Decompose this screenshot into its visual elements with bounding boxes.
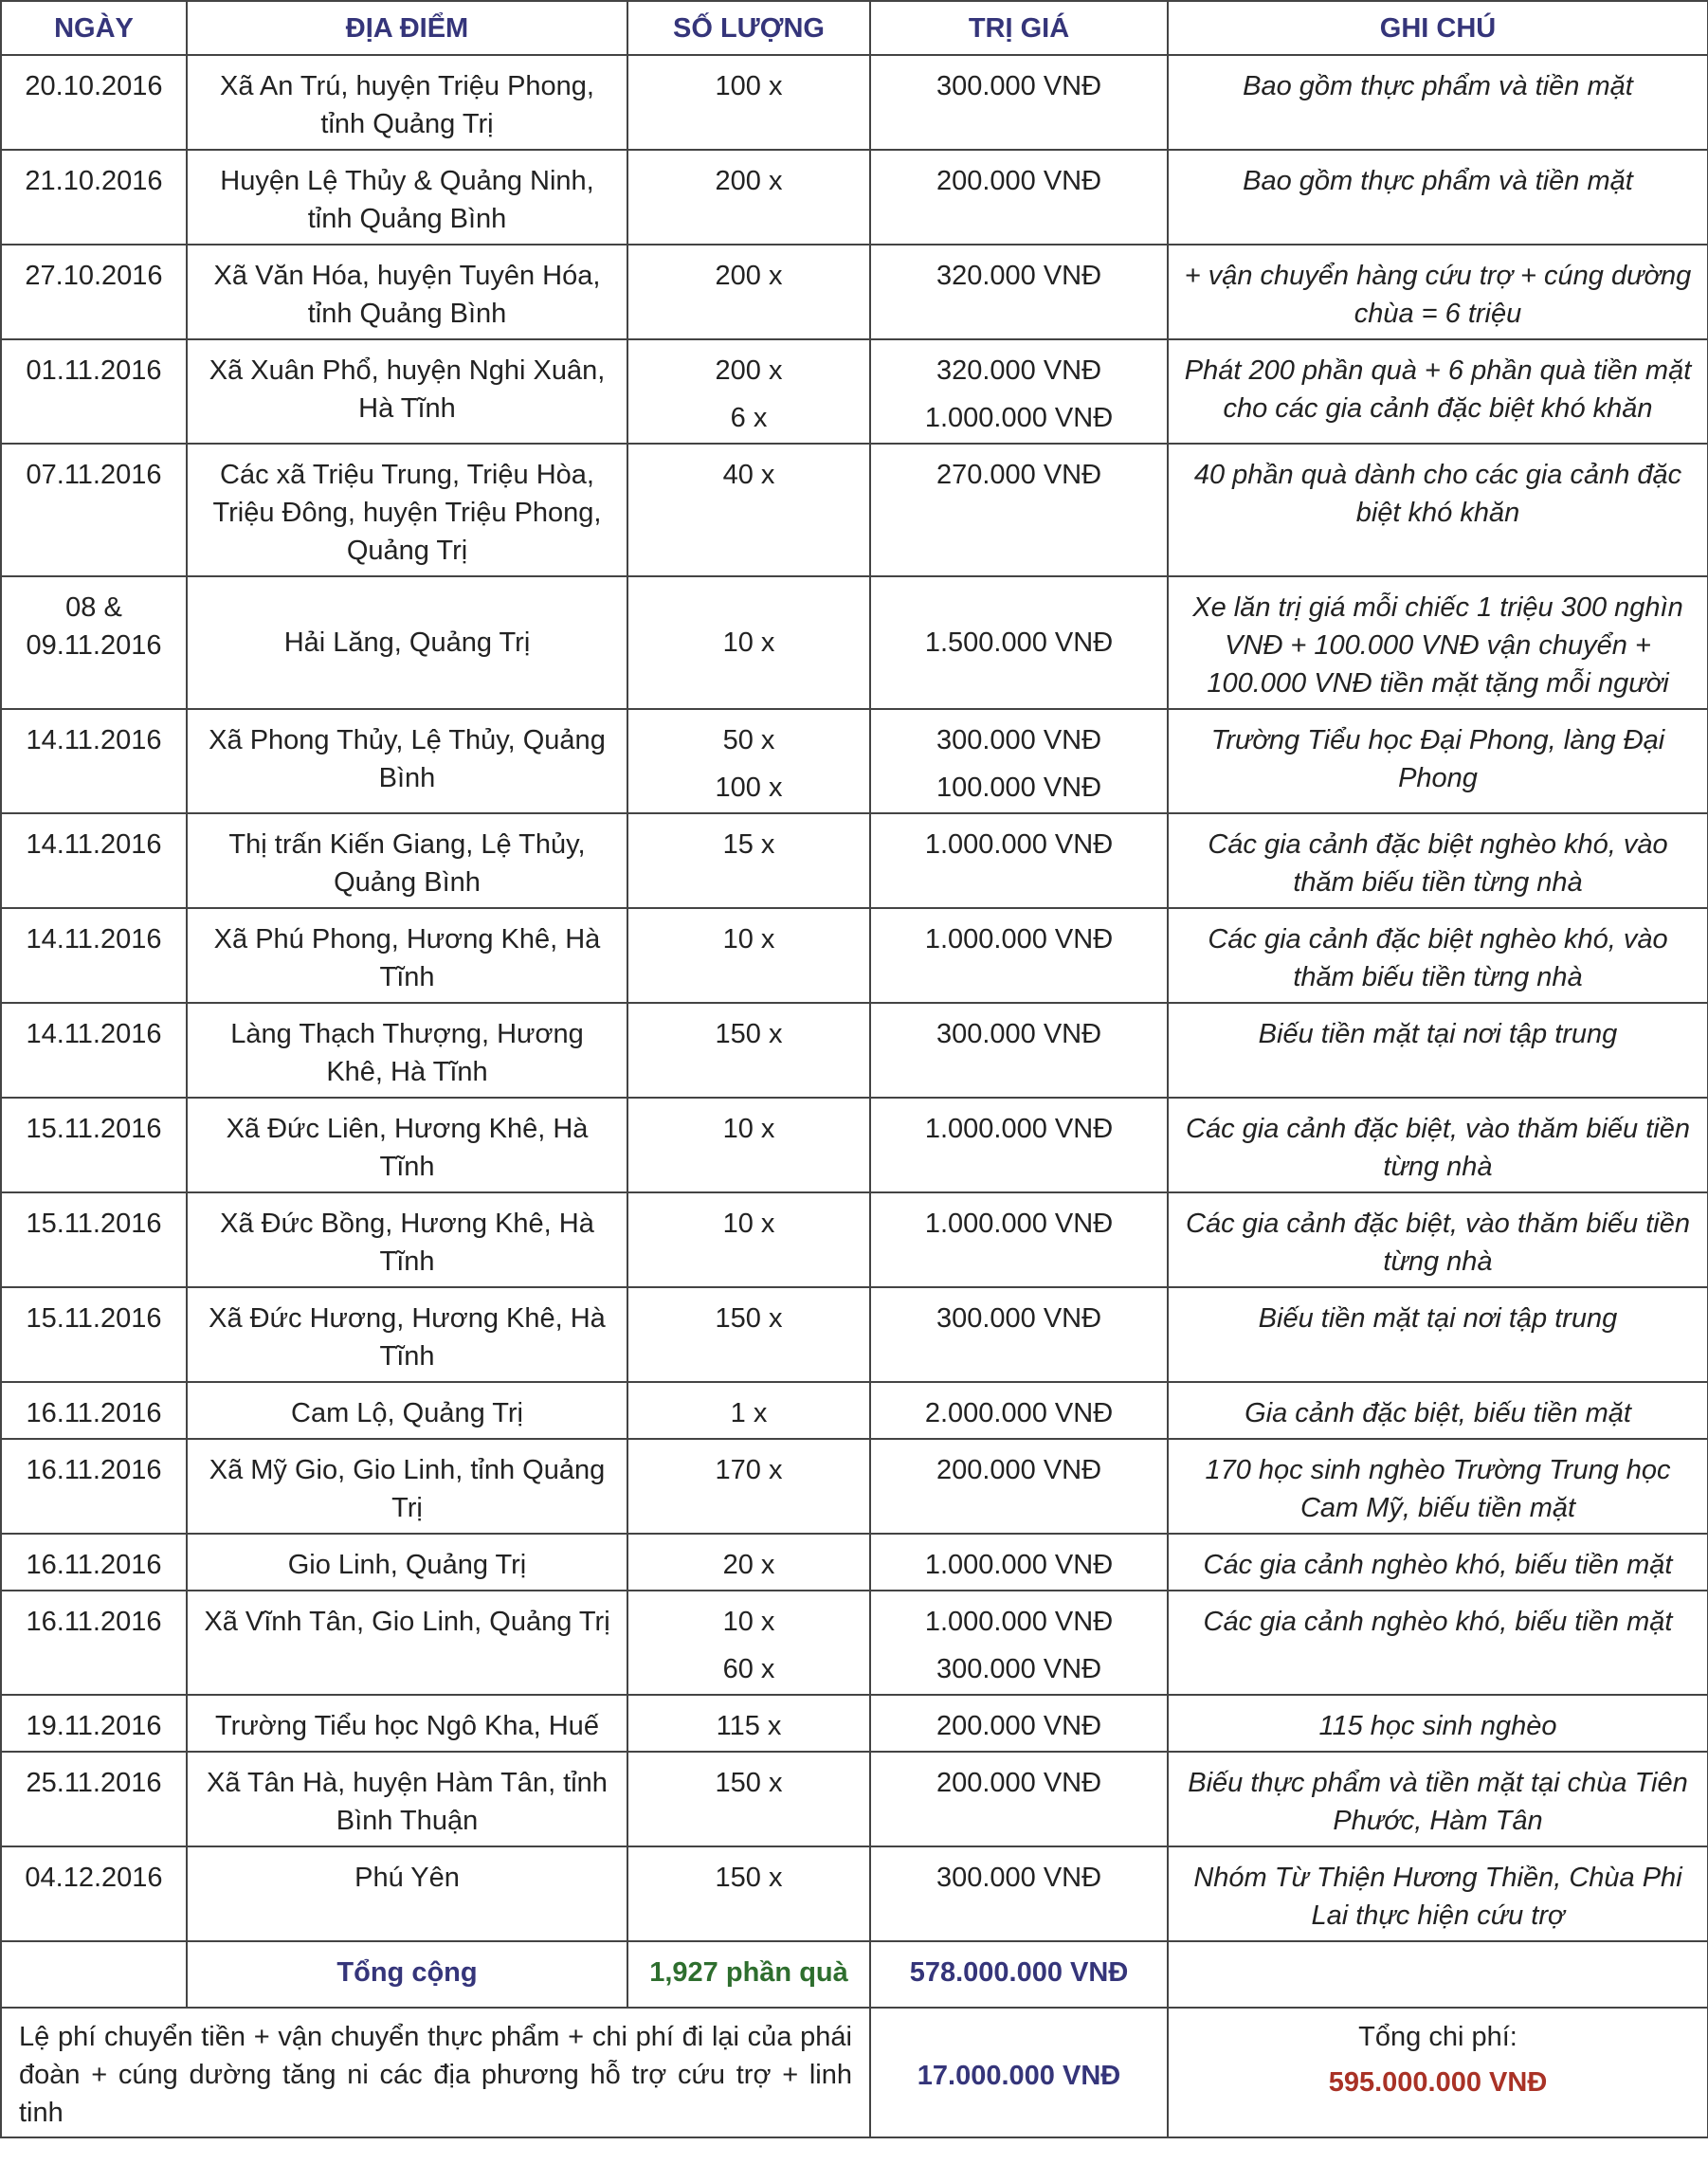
table-row: [1, 55, 1708, 150]
quantity-cell: [627, 576, 870, 709]
row-date: 04.12.2016: [25, 1863, 163, 1893]
total-label: Tổng cộng: [336, 1957, 478, 1988]
row-place: Huyện Lệ Thủy & Quảng Ninh, tỉnh Quảng Bình: [220, 166, 594, 234]
row-date: 14.11.2016: [26, 1019, 162, 1049]
quantity-cell: [627, 444, 870, 576]
row-note: 40 phần quà dành cho các gia cảnh đặc biệt khó khăn: [1193, 460, 1682, 528]
table-body: [1, 55, 1708, 1941]
row-note: Các gia cảnh đặc biệt nghèo khó, vào thăm biếu tiền từng nhà: [1208, 829, 1668, 898]
place-cell: [187, 709, 627, 813]
row-note: Gia cảnh đặc biệt, biếu tiền mặt: [1245, 1398, 1631, 1428]
row-place: Gio Linh, Quảng Trị: [287, 1550, 527, 1580]
place-cell: [187, 1098, 627, 1192]
value-line: 1.000.000 VNĐ: [924, 1607, 1114, 1637]
row-value: [871, 1193, 1167, 1243]
row-date: 16.11.2016: [26, 1398, 162, 1428]
fees-text-cell: [1, 2008, 870, 2137]
header-row: [1, 1, 1708, 55]
place-cell: [187, 1287, 627, 1382]
row-date: 27.10.2016: [25, 261, 163, 291]
row-note: Phát 200 phần quà + 6 phần quà tiền mặt cho các gia cảnh đặc biệt khó khăn: [1184, 355, 1692, 424]
value-cell: [870, 245, 1168, 339]
table-row: [1, 813, 1708, 908]
quantity-line: 200 x: [715, 261, 783, 291]
value-cell: [870, 1695, 1168, 1752]
value-cell: [870, 709, 1168, 813]
date-cell: [1, 339, 187, 444]
quantity-cell: [627, 1591, 870, 1695]
row-quantity: [628, 1535, 869, 1584]
value-line: 300.000 VNĐ: [936, 725, 1102, 755]
fees-description: Lệ phí chuyển tiền + vận chuyển thực phẩm + chi phí đi lại của phái đoàn + cúng dường tăng ni các địa phương hỗ trợ cứu trợ + linh tinh: [19, 2022, 852, 2128]
table-row: [1, 339, 1708, 444]
row-value: [871, 56, 1167, 105]
row-place: Xã Phong Thủy, Lệ Thủy, Quảng Bình: [209, 725, 606, 793]
row-date: 15.11.2016: [26, 1114, 162, 1144]
value-cell: [870, 55, 1168, 150]
value-line: 300.000 VNĐ: [936, 1863, 1102, 1893]
row-place: Xã Xuân Phổ, huyện Nghi Xuân, Hà Tĩnh: [209, 355, 606, 424]
value-line: 200.000 VNĐ: [936, 166, 1102, 196]
row-note: Các gia cảnh đặc biệt nghèo khó, vào thăm biếu tiền từng nhà: [1208, 924, 1668, 992]
value-line: 1.000.000 VNĐ: [924, 829, 1114, 860]
row-note: Biếu tiền mặt tại nơi tập trung: [1258, 1303, 1618, 1334]
row-place: Cam Lộ, Quảng Trị: [291, 1398, 523, 1428]
row-place: Xã Vĩnh Tân, Gio Linh, Quảng Trị: [204, 1607, 610, 1637]
date-cell: [1, 1287, 187, 1382]
row-quantity: [628, 1193, 869, 1243]
note-cell: [1168, 1534, 1708, 1591]
quantity-line: 10 x: [722, 1114, 775, 1144]
date-cell: [1, 1846, 187, 1941]
note-cell: [1168, 1591, 1708, 1695]
quantity-cell: [627, 813, 870, 908]
quantity-line: 10 x: [722, 1607, 775, 1637]
place-cell: [187, 1439, 627, 1534]
quantity-cell: [627, 1534, 870, 1591]
quantity-line: 6 x: [730, 403, 768, 433]
row-note: 170 học sinh nghèo Trường Trung học Cam Mỹ, biếu tiền mặt: [1205, 1455, 1671, 1523]
quantity-line: 50 x: [722, 725, 775, 755]
quantity-cell: [627, 1098, 870, 1192]
row-value: [871, 1591, 1167, 1688]
quantity-cell: [627, 709, 870, 813]
value-line: 300.000 VNĐ: [936, 1654, 1102, 1684]
row-note: Bao gồm thực phẩm và tiền mặt: [1243, 71, 1633, 101]
quantity-cell: [627, 55, 870, 150]
row-quantity: [628, 1696, 869, 1745]
quantity-line: 100 x: [715, 773, 783, 803]
fees-value: 17.000.000 VNĐ: [917, 2060, 1121, 2091]
place-cell: [187, 1534, 627, 1591]
row-date: 20.10.2016: [25, 71, 163, 101]
total-quantity: 1,927 phần quà: [649, 1957, 848, 1988]
row-date: 21.10.2016: [25, 166, 163, 196]
date-cell: [1, 444, 187, 576]
row-value: [871, 710, 1167, 807]
table-row: [1, 1534, 1708, 1591]
row-quantity: [628, 1099, 869, 1148]
date-cell: [1, 1591, 187, 1695]
note-cell: [1168, 813, 1708, 908]
table-row: [1, 576, 1708, 709]
date-cell: [1, 1192, 187, 1287]
grand-total-label: Tổng chi phí:: [1358, 2022, 1517, 2052]
row-note: Biếu tiền mặt tại nơi tập trung: [1258, 1019, 1618, 1049]
row-quantity: [628, 624, 869, 662]
quantity-cell: [627, 1439, 870, 1534]
row-date: 15.11.2016: [26, 1303, 162, 1334]
row-quantity: [628, 1383, 869, 1432]
quantity-line: 40 x: [722, 460, 775, 490]
place-cell: [187, 1382, 627, 1439]
table-row: [1, 1098, 1708, 1192]
value-line: 1.500.000 VNĐ: [924, 627, 1114, 658]
row-place: Trường Tiểu học Ngô Kha, Huế: [215, 1711, 599, 1741]
date-cell: [1, 1695, 187, 1752]
quantity-line: 200 x: [715, 355, 783, 386]
table-row: [1, 1439, 1708, 1534]
note-cell: [1168, 444, 1708, 576]
row-note: Xe lăn trị giá mỗi chiếc 1 triệu 300 nghìn VNĐ + 100.000 VNĐ vận chuyển + 100.000 VNĐ tiền mặt tặng mỗi người: [1192, 592, 1683, 699]
row-place: Làng Thạch Thượng, Hương Khê, Hà Tĩnh: [230, 1019, 584, 1087]
row-quantity: [628, 151, 869, 200]
value-line: 200.000 VNĐ: [936, 1711, 1102, 1741]
note-cell: [1168, 709, 1708, 813]
row-value: [871, 1535, 1167, 1584]
row-quantity: [628, 245, 869, 295]
row-date: 25.11.2016: [26, 1768, 162, 1798]
header-note: GHI CHÚ: [1168, 1, 1708, 55]
row-date: 16.11.2016: [26, 1550, 162, 1580]
row-place: Hải Lăng, Quảng Trị: [283, 627, 531, 658]
table-row: [1, 444, 1708, 576]
value-cell: [870, 1591, 1168, 1695]
row-note: + vận chuyển hàng cứu trợ + cúng dường chùa = 6 triệu: [1184, 261, 1692, 329]
note-cell: [1168, 1098, 1708, 1192]
row-date: 14.11.2016: [26, 924, 162, 955]
quantity-line: 150 x: [715, 1863, 783, 1893]
place-cell: [187, 1695, 627, 1752]
row-note: 115 học sinh nghèo: [1318, 1711, 1557, 1741]
value-cell: [870, 444, 1168, 576]
quantity-cell: [627, 1382, 870, 1439]
note-cell: [1168, 576, 1708, 709]
date-cell: [1, 1382, 187, 1439]
value-line: 1.000.000 VNĐ: [924, 924, 1114, 955]
row-place: Xã Đức Liên, Hương Khê, Hà Tĩnh: [226, 1114, 589, 1182]
total-note-empty-cell: [1168, 1941, 1708, 2008]
date-cell: [1, 150, 187, 245]
row-date: 08 & 09.11.2016: [26, 592, 162, 661]
row-note: Các gia cảnh đặc biệt, vào thăm biếu tiền từng nhà: [1186, 1209, 1690, 1277]
value-line: 320.000 VNĐ: [936, 355, 1102, 386]
row-value: [871, 151, 1167, 200]
place-cell: [187, 1752, 627, 1846]
place-cell: [187, 55, 627, 150]
quantity-line: 170 x: [715, 1455, 783, 1485]
row-quantity: [628, 1591, 869, 1688]
total-label-cell: [187, 1941, 627, 2008]
row-quantity: [628, 1004, 869, 1053]
table-row: [1, 709, 1708, 813]
note-cell: [1168, 339, 1708, 444]
value-line: 300.000 VNĐ: [936, 1303, 1102, 1334]
total-value-cell: [870, 1941, 1168, 2008]
value-cell: [870, 150, 1168, 245]
note-cell: [1168, 1752, 1708, 1846]
total-qty-cell: [627, 1941, 870, 2008]
value-line: 100.000 VNĐ: [936, 773, 1102, 803]
row-note: Các gia cảnh đặc biệt, vào thăm biếu tiền từng nhà: [1186, 1114, 1690, 1182]
row-place: Xã Đức Hương, Hương Khê, Hà Tĩnh: [209, 1303, 606, 1372]
table-row: [1, 1382, 1708, 1439]
quantity-line: 200 x: [715, 166, 783, 196]
grand-total-value: 595.000.000 VNĐ: [1328, 2067, 1548, 2098]
value-cell: [870, 576, 1168, 709]
table-row: [1, 245, 1708, 339]
note-cell: [1168, 55, 1708, 150]
row-place: Thị trấn Kiến Giang, Lệ Thủy, Quảng Bình: [228, 829, 586, 898]
quantity-cell: [627, 1846, 870, 1941]
note-cell: [1168, 1695, 1708, 1752]
value-cell: [870, 1382, 1168, 1439]
quantity-line: 15 x: [722, 829, 775, 860]
row-place: Xã Phú Phong, Hương Khê, Hà Tĩnh: [213, 924, 601, 992]
quantity-cell: [627, 245, 870, 339]
table-row: [1, 1695, 1708, 1752]
value-cell: [870, 1003, 1168, 1098]
value-cell: [870, 813, 1168, 908]
row-date: 14.11.2016: [26, 829, 162, 860]
value-cell: [870, 1439, 1168, 1534]
row-date: 19.11.2016: [26, 1711, 162, 1741]
quantity-line: 150 x: [715, 1303, 783, 1334]
table-row: [1, 1287, 1708, 1382]
date-cell: [1, 1439, 187, 1534]
row-quantity: [628, 1753, 869, 1802]
row-note: Bao gồm thực phẩm và tiền mặt: [1243, 166, 1633, 196]
value-line: 320.000 VNĐ: [936, 261, 1102, 291]
quantity-line: 10 x: [722, 1209, 775, 1239]
quantity-cell: [627, 339, 870, 444]
header-value: TRỊ GIÁ: [870, 1, 1168, 55]
table-row: [1, 1192, 1708, 1287]
header-quantity: SỐ LƯỢNG: [627, 1, 870, 55]
note-cell: [1168, 908, 1708, 1003]
quantity-cell: [627, 1192, 870, 1287]
table-row: [1, 1591, 1708, 1695]
row-value: [871, 1440, 1167, 1489]
place-cell: [187, 1003, 627, 1098]
quantity-line: 10 x: [722, 924, 775, 955]
row-date: 07.11.2016: [26, 460, 162, 490]
value-line: 1.000.000 VNĐ: [924, 1209, 1114, 1239]
row-note: Nhóm Từ Thiện Hương Thiền, Chùa Phi Lai thực hiện cứu trợ: [1193, 1863, 1682, 1931]
value-line: 300.000 VNĐ: [936, 1019, 1102, 1049]
value-cell: [870, 1846, 1168, 1941]
value-cell: [870, 1534, 1168, 1591]
row-quantity: [628, 814, 869, 864]
place-cell: [187, 908, 627, 1003]
value-line: 1.000.000 VNĐ: [924, 1114, 1114, 1144]
note-cell: [1168, 1003, 1708, 1098]
value-cell: [870, 1287, 1168, 1382]
total-empty-cell: [1, 1941, 187, 2008]
row-quantity: [628, 710, 869, 807]
row-place: Các xã Triệu Trung, Triệu Hòa, Triệu Đông, huyện Triệu Phong, Quảng Trị: [212, 460, 602, 566]
row-quantity: [628, 909, 869, 958]
value-cell: [870, 1098, 1168, 1192]
place-cell: [187, 1591, 627, 1695]
fees-value-cell: [870, 2008, 1168, 2137]
quantity-cell: [627, 1695, 870, 1752]
row-date: 01.11.2016: [26, 355, 162, 386]
value-line: 2.000.000 VNĐ: [924, 1398, 1114, 1428]
fees-row: [1, 2008, 1708, 2137]
date-cell: [1, 55, 187, 150]
value-cell: [870, 339, 1168, 444]
date-cell: [1, 908, 187, 1003]
row-note: Trường Tiểu học Đại Phong, làng Đại Phong: [1210, 725, 1665, 793]
value-line: 300.000 VNĐ: [936, 71, 1102, 101]
quantity-line: 60 x: [722, 1654, 775, 1684]
row-value: [871, 340, 1167, 437]
row-place: Xã Tân Hà, huyện Hàm Tân, tỉnh Bình Thuận: [207, 1768, 608, 1836]
table-row: [1, 1003, 1708, 1098]
quantity-cell: [627, 150, 870, 245]
row-quantity: [628, 1288, 869, 1337]
date-cell: [1, 576, 187, 709]
quantity-line: 1 x: [730, 1398, 768, 1428]
row-place: Xã Mỹ Gio, Gio Linh, tỉnh Quảng Trị: [209, 1455, 606, 1523]
quantity-line: 150 x: [715, 1019, 783, 1049]
table-row: [1, 1846, 1708, 1941]
value-line: 1.000.000 VNĐ: [924, 403, 1114, 433]
date-cell: [1, 1534, 187, 1591]
value-cell: [870, 1752, 1168, 1846]
row-quantity: [628, 1847, 869, 1897]
row-value: [871, 1288, 1167, 1337]
date-cell: [1, 1098, 187, 1192]
row-date: 16.11.2016: [26, 1607, 162, 1637]
place-cell: [187, 150, 627, 245]
total-value: 578.000.000 VNĐ: [909, 1957, 1129, 1988]
total-row: [1, 1941, 1708, 2008]
place-cell: [187, 813, 627, 908]
row-quantity: [628, 340, 869, 437]
table-row: [1, 150, 1708, 245]
row-place: Xã An Trú, huyện Triệu Phong, tỉnh Quảng Trị: [220, 71, 594, 139]
date-cell: [1, 245, 187, 339]
header-place: ĐỊA ĐIỂM: [187, 1, 627, 55]
quantity-line: 20 x: [722, 1550, 775, 1580]
row-value: [871, 909, 1167, 958]
row-value: [871, 1004, 1167, 1053]
row-date: 16.11.2016: [26, 1455, 162, 1485]
quantity-cell: [627, 1003, 870, 1098]
note-cell: [1168, 245, 1708, 339]
note-cell: [1168, 1382, 1708, 1439]
date-cell: [1, 813, 187, 908]
quantity-line: 115 x: [716, 1711, 782, 1741]
row-value: [871, 1696, 1167, 1745]
place-cell: [187, 245, 627, 339]
note-cell: [1168, 1439, 1708, 1534]
quantity-cell: [627, 1752, 870, 1846]
table-row: [1, 1752, 1708, 1846]
note-cell: [1168, 1192, 1708, 1287]
row-quantity: [628, 1440, 869, 1489]
date-cell: [1, 709, 187, 813]
row-value: [871, 1383, 1167, 1432]
quantity-cell: [627, 908, 870, 1003]
date-cell: [1, 1752, 187, 1846]
place-cell: [187, 576, 627, 709]
row-note: Các gia cảnh nghèo khó, biếu tiền mặt: [1203, 1550, 1673, 1580]
row-quantity: [628, 56, 869, 105]
row-date: 14.11.2016: [26, 725, 162, 755]
header-date: NGÀY: [1, 1, 187, 55]
row-place: Xã Văn Hóa, huyện Tuyên Hóa, tỉnh Quảng Bình: [213, 261, 601, 329]
row-date: 15.11.2016: [26, 1209, 162, 1239]
row-value: [871, 1847, 1167, 1897]
value-cell: [870, 908, 1168, 1003]
note-cell: [1168, 150, 1708, 245]
value-cell: [870, 1192, 1168, 1287]
quantity-line: 100 x: [715, 71, 783, 101]
note-cell: [1168, 1846, 1708, 1941]
place-cell: [187, 339, 627, 444]
row-place: Xã Đức Bồng, Hương Khê, Hà Tĩnh: [220, 1209, 594, 1277]
date-cell: [1, 1003, 187, 1098]
note-cell: [1168, 1287, 1708, 1382]
row-note: Biếu thực phẩm và tiền mặt tại chùa Tiên Phước, Hàm Tân: [1188, 1768, 1688, 1836]
place-cell: [187, 1192, 627, 1287]
row-value: [871, 1099, 1167, 1148]
value-line: 200.000 VNĐ: [936, 1768, 1102, 1798]
value-line: 270.000 VNĐ: [936, 460, 1102, 490]
quantity-cell: [627, 1287, 870, 1382]
row-note: Các gia cảnh nghèo khó, biếu tiền mặt: [1203, 1607, 1673, 1637]
quantity-line: 150 x: [715, 1768, 783, 1798]
value-line: 1.000.000 VNĐ: [924, 1550, 1114, 1580]
place-cell: [187, 1846, 627, 1941]
row-quantity: [628, 445, 869, 494]
grand-total-cell: [1168, 2008, 1708, 2137]
quantity-line: 10 x: [722, 627, 775, 658]
row-value: [871, 1753, 1167, 1802]
row-place: Phú Yên: [354, 1863, 460, 1893]
row-value: [871, 245, 1167, 295]
row-value: [871, 445, 1167, 494]
value-line: 200.000 VNĐ: [936, 1455, 1102, 1485]
place-cell: [187, 444, 627, 576]
table-row: [1, 908, 1708, 1003]
row-value: [871, 624, 1167, 662]
row-value: [871, 814, 1167, 864]
